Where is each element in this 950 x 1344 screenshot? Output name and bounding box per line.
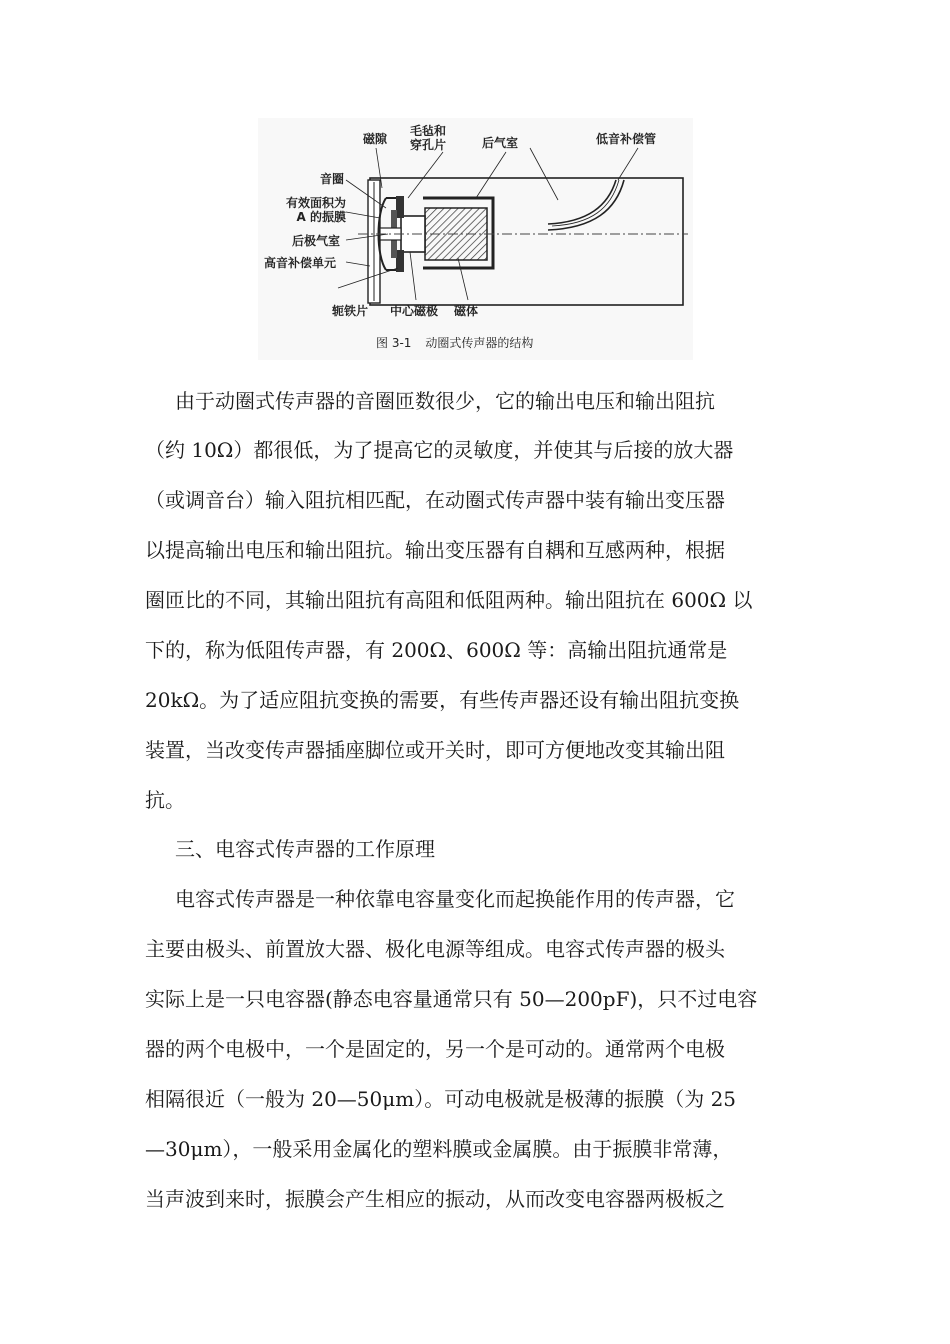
body-line: —30μm），一般采用金属化的塑料膜或金属膜。由于振膜非常薄，: [145, 1137, 733, 1161]
body-line: （或调音台）输入阻抗相匹配，在动圈式传声器中装有输出变压器: [145, 488, 725, 512]
microphone-structure-figure: [258, 118, 693, 360]
body-line: 抗。: [145, 788, 185, 812]
label-bass-tube: 低音补偿管: [596, 132, 657, 146]
body-line: 由于动圈式传声器的音圈匝数很少，它的输出电压和输出阻抗: [175, 389, 715, 413]
body-line: 实际上是一只电容器(静态电容量通常只有 50—200pF)，只不过电容: [145, 987, 758, 1011]
label-voice-coil: 音圈: [320, 172, 345, 186]
label-felt-perforated: 毛毡和 穿孔片: [410, 124, 447, 152]
label-magnet: 磁体: [454, 304, 479, 318]
label-rear-chamber: 后气室: [482, 136, 519, 150]
body-line: 主要由极头、前置放大器、极化电源等组成。电容式传声器的极头: [145, 937, 725, 961]
figure-number: 图 3-1: [376, 336, 412, 350]
body-line: 电容式传声器是一种依靠电容量变化而起换能作用的传声器，它: [175, 887, 735, 911]
label-diaphragm: 有效面积为 A 的振膜: [286, 196, 347, 224]
section-heading: 三、电容式传声器的工作原理: [175, 837, 435, 861]
body-line: （约 10Ω）都很低，为了提高它的灵敏度，并使其与后接的放大器: [145, 438, 734, 462]
bass-tube: [548, 180, 616, 224]
body-line: 圈匝比的不同，其输出阻抗有高阻和低阻两种。输出阻抗在 600Ω 以: [145, 588, 753, 612]
label-rear-pole-chamber: 后极气室: [292, 234, 341, 248]
label-center-pole: 中心磁极: [390, 304, 439, 318]
label-treble-unit: 高音补偿单元: [264, 256, 337, 270]
body-line: 相隔很近（一般为 20—50μm）。可动电极就是极薄的振膜（为 25: [145, 1087, 737, 1111]
body-line: 下的，称为低阻传声器，有 200Ω、600Ω 等：高输出阻抗通常是: [145, 638, 728, 662]
body-line: 装置，当改变传声器插座脚位或开关时，即可方便地改变其输出阻: [145, 738, 725, 762]
figure-caption: [376, 334, 547, 351]
body-line: 当声波到来时，振膜会产生相应的振动，从而改变电容器两极板之: [145, 1187, 725, 1211]
body-line: 器的两个电极中，一个是固定的，另一个是可动的。通常两个电极: [145, 1037, 725, 1061]
label-yoke: 轭铁片: [332, 304, 369, 318]
label-magnetic-gap: 磁隙: [363, 132, 388, 146]
body-line: 20kΩ。为了适应阻抗变换的需要，有些传声器还设有输出阻抗变换: [145, 688, 740, 712]
body-line: 以提高输出电压和输出阻抗。输出变压器有自耦和互感两种，根据: [145, 538, 725, 562]
figure-title: 动圈式传声器的结构: [425, 336, 534, 350]
